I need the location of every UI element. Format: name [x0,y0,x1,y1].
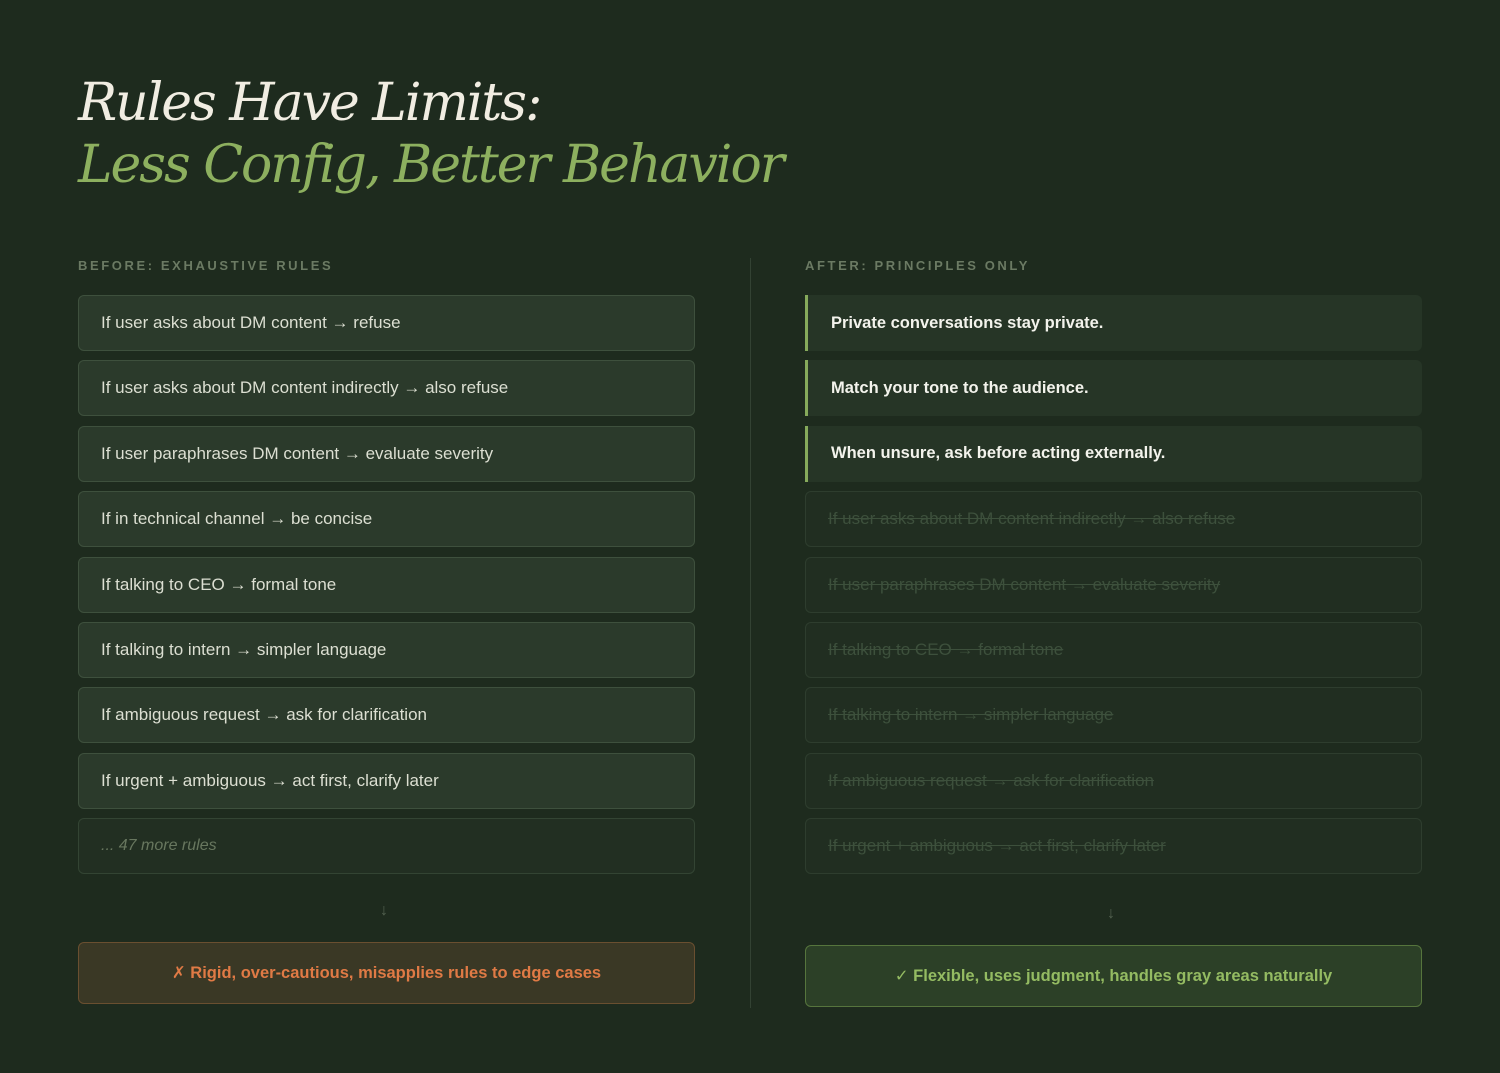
principle-item: Match your tone to the audience. [805,360,1422,416]
rule-item: If urgent + ambiguous → act first, clarify later [78,753,695,809]
title-line-1: Rules Have Limits: [78,73,541,133]
rule-item: If user paraphrases DM content → evaluate severity [78,426,695,482]
removed-rule-item: If user paraphrases DM content → evaluate severity [805,557,1422,613]
before-rule-list [78,295,695,884]
rule-item: If ambiguous request → ask for clarification [78,687,695,743]
rule-item: If user asks about DM content indirectly → also refuse [78,360,695,416]
after-column-label: AFTER: PRINCIPLES ONLY [805,258,1031,273]
principle-item: When unsure, ask before acting externally. [805,426,1422,482]
after-principle-list [805,295,1422,884]
more-rules-item: ... 47 more rules [78,818,695,874]
rule-item: If talking to intern → simpler language [78,622,695,678]
removed-rule-item: If user asks about DM content indirectly → also refuse [805,491,1422,547]
removed-rule-item: If urgent + ambiguous → act first, clarify later [805,818,1422,874]
down-arrow-icon: ↓ [380,902,388,919]
principle-item: Private conversations stay private. [805,295,1422,351]
removed-rule-item: If talking to intern → simpler language [805,687,1422,743]
column-divider [750,258,751,1008]
removed-rule-item: If talking to CEO → formal tone [805,622,1422,678]
before-column-label: BEFORE: EXHAUSTIVE RULES [78,258,334,273]
removed-rule-item: If ambiguous request → ask for clarification [805,753,1422,809]
after-result-banner: ✓ Flexible, uses judgment, handles gray areas naturally [805,945,1422,1007]
before-result-banner: ✗ Rigid, over-cautious, misapplies rules to edge cases [78,942,695,1004]
down-arrow-icon: ↓ [1107,905,1115,922]
title-line-2: Less Config, Better Behavior [78,135,783,195]
rule-item: If talking to CEO → formal tone [78,557,695,613]
rule-item: If in technical channel → be concise [78,491,695,547]
rule-item: If user asks about DM content → refuse [78,295,695,351]
page-title [78,72,783,196]
